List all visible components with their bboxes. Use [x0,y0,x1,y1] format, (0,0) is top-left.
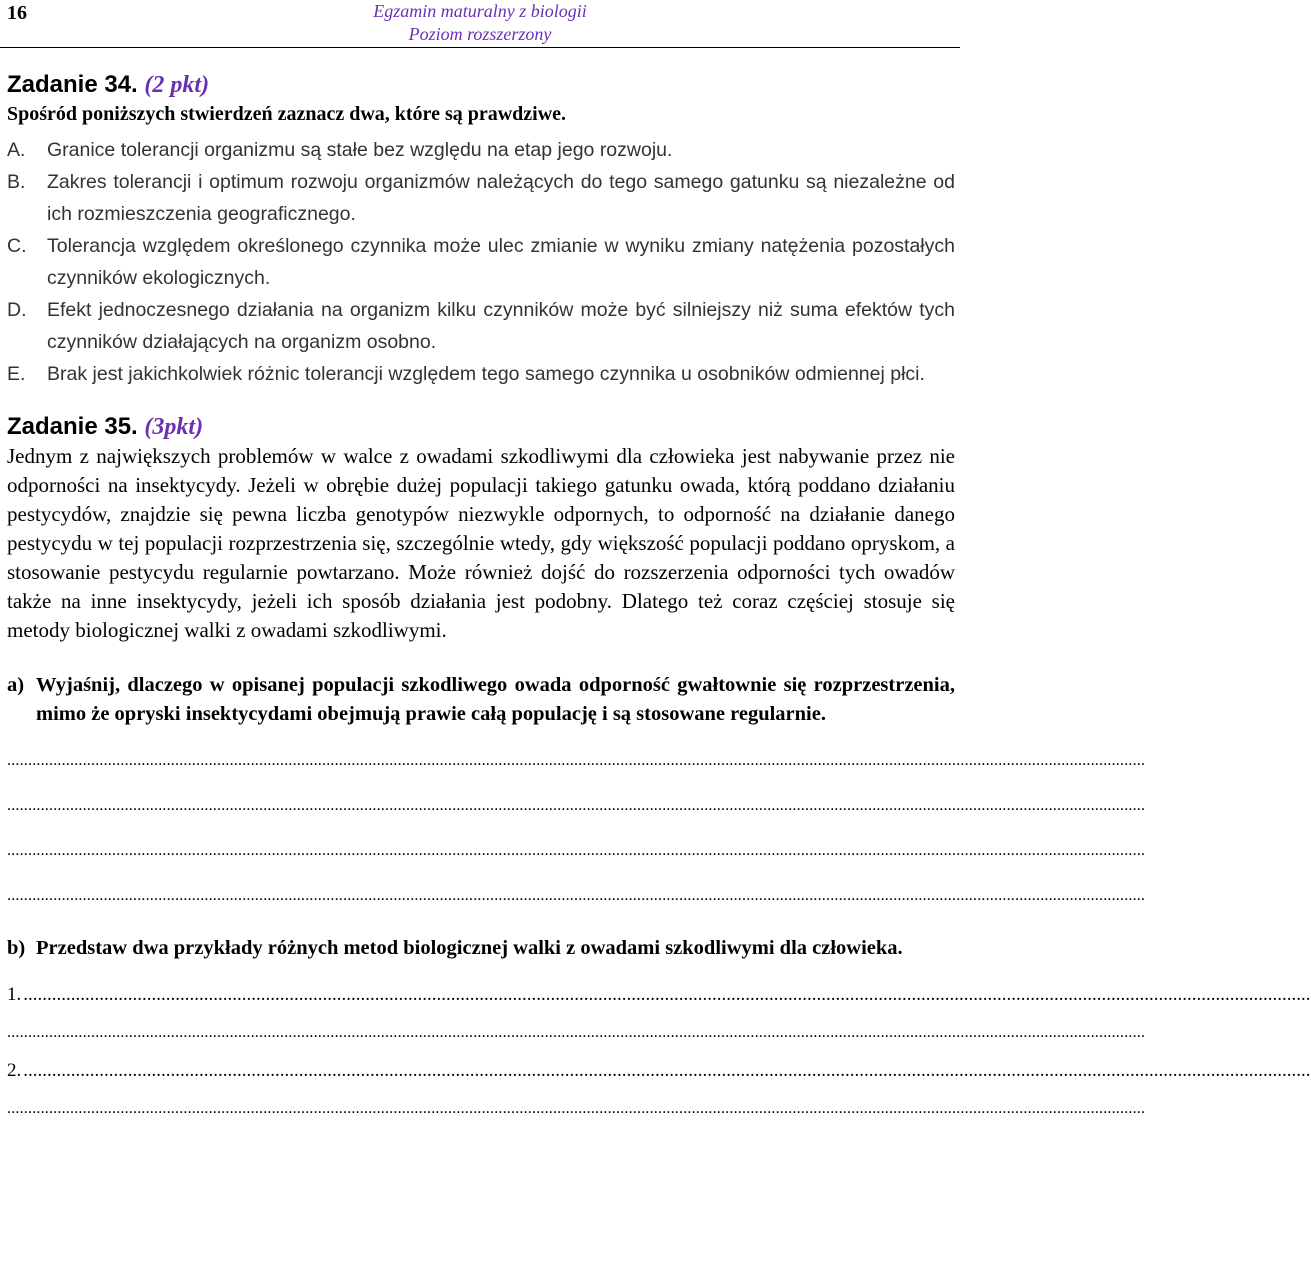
page-number: 16 [7,2,27,24]
option-text: Granice tolerancji organizmu są stałe bez względu na etap jego rozwoju. [47,139,673,161]
task-35-paragraph: Jednym z największych problemów w walce z owadami szkodliwymi dla człowieka jest nabywanie przez nie odporności na insektycydy. Jeżeli w obrębie dużej populacji takiego gatunku owada, którą poddano działaniu pestycydów, znajdzie się pewna liczba genotypów niezwykle odpornych, to odporność na działanie danego pestycydu w tej populacji rozprzestrzenia się, szczególnie wtedy, gdy większość populacji poddano opryskom, a stosowanie pestycydu regularnie powtarzano. Może również dojść do rozszerzenia odporności tych owadów także na inne insektycydy, jeżeli ich sposób działania jest podobny. Dlatego też coraz częściej stosuje się metody biologicznej walki z owadami szkodliwymi. [7,444,955,642]
option-letter: A. [7,139,26,161]
answer-1-line[interactable] [7,984,1311,1005]
page-content [7,70,1311,1117]
answer-line[interactable]: ............................................................................................................................................................................................................................................................................... [7,752,1146,769]
answer-line[interactable]: ............................................................................................................................................................................................................................................................................... [7,842,1146,859]
option-c[interactable] [7,230,955,294]
task-34-points: (2 pkt) [144,72,210,98]
exam-title: Egzamin maturalny z biologii [373,1,587,21]
option-a[interactable] [7,134,955,166]
question-a [7,671,955,729]
task-34-instruction: Spośród poniższych stwierdzeń zaznacz dwa, które są prawdziwe. [7,103,567,125]
option-b[interactable] [7,166,955,230]
option-text: Tolerancja względem określonego czynnika może ulec zmianie w wyniku zmiany natężenia pozostałych czynników ekologicznych. [47,235,955,289]
answer-2-line[interactable] [7,1060,1311,1081]
option-text: Brak jest jakichkolwiek różnic tolerancji względem tego samego czynnika u osobników odmiennej płci. [47,363,925,385]
exam-level: Poziom rozszerzony [408,24,552,44]
answer-line[interactable]: ............................................................................................................................................................................................................................................................................... [7,797,1146,814]
option-letter: C. [7,235,27,257]
answer-line[interactable]: ............................................................................................................................................................................................................................................................................... [7,1100,1146,1117]
task-34-label: Zadanie 34. [7,71,138,98]
question-b-text: Przedstaw dwa przykłady różnych metod biologicznej walki z owadami szkodliwymi dla człowieka. [36,937,903,959]
option-letter: B. [7,171,26,193]
answer-number: 2. [7,1060,22,1081]
option-letter: E. [7,363,26,385]
answer-line[interactable]: ............................................................................................................................................................................................................................................................................... [7,887,1146,904]
task-35-points: (3pkt) [144,414,204,440]
option-d[interactable] [7,294,955,358]
answer-dots: ............................................................................................................................................................................................................................................................................... [23,1060,1311,1081]
question-a-text: Wyjaśnij, dlaczego w opisanej populacji szkodliwego owada odporność gwałtownie się rozprzestrzenia, mimo że opryski insektycydami obejmują prawie całą populację i są stosowane regularnie. [36,674,955,725]
exam-header-titles [0,0,960,46]
option-text: Efekt jednoczesnego działania na organizm kilku czynników może być silniejszy niż suma efektów tych czynników działających na organizm osobno. [47,299,955,353]
option-text: Zakres tolerancji i optimum rozwoju organizmów należących do tego samego gatunku są niezależne od ich rozmieszczenia geograficznego. [47,171,955,225]
page-header [0,0,960,48]
task-35-label: Zadanie 35. [7,413,138,440]
question-b [7,934,955,963]
question-a-label: a) [7,674,25,696]
question-b-label: b) [7,937,26,959]
option-e[interactable] [7,358,955,390]
task-35-title [7,412,955,442]
header-divider [0,47,960,48]
task-34-title [7,70,955,100]
option-letter: D. [7,299,27,321]
answer-number: 1. [7,984,22,1005]
answer-dots: ............................................................................................................................................................................................................................................................................... [23,984,1311,1005]
answer-line[interactable]: ............................................................................................................................................................................................................................................................................... [7,1024,1146,1041]
